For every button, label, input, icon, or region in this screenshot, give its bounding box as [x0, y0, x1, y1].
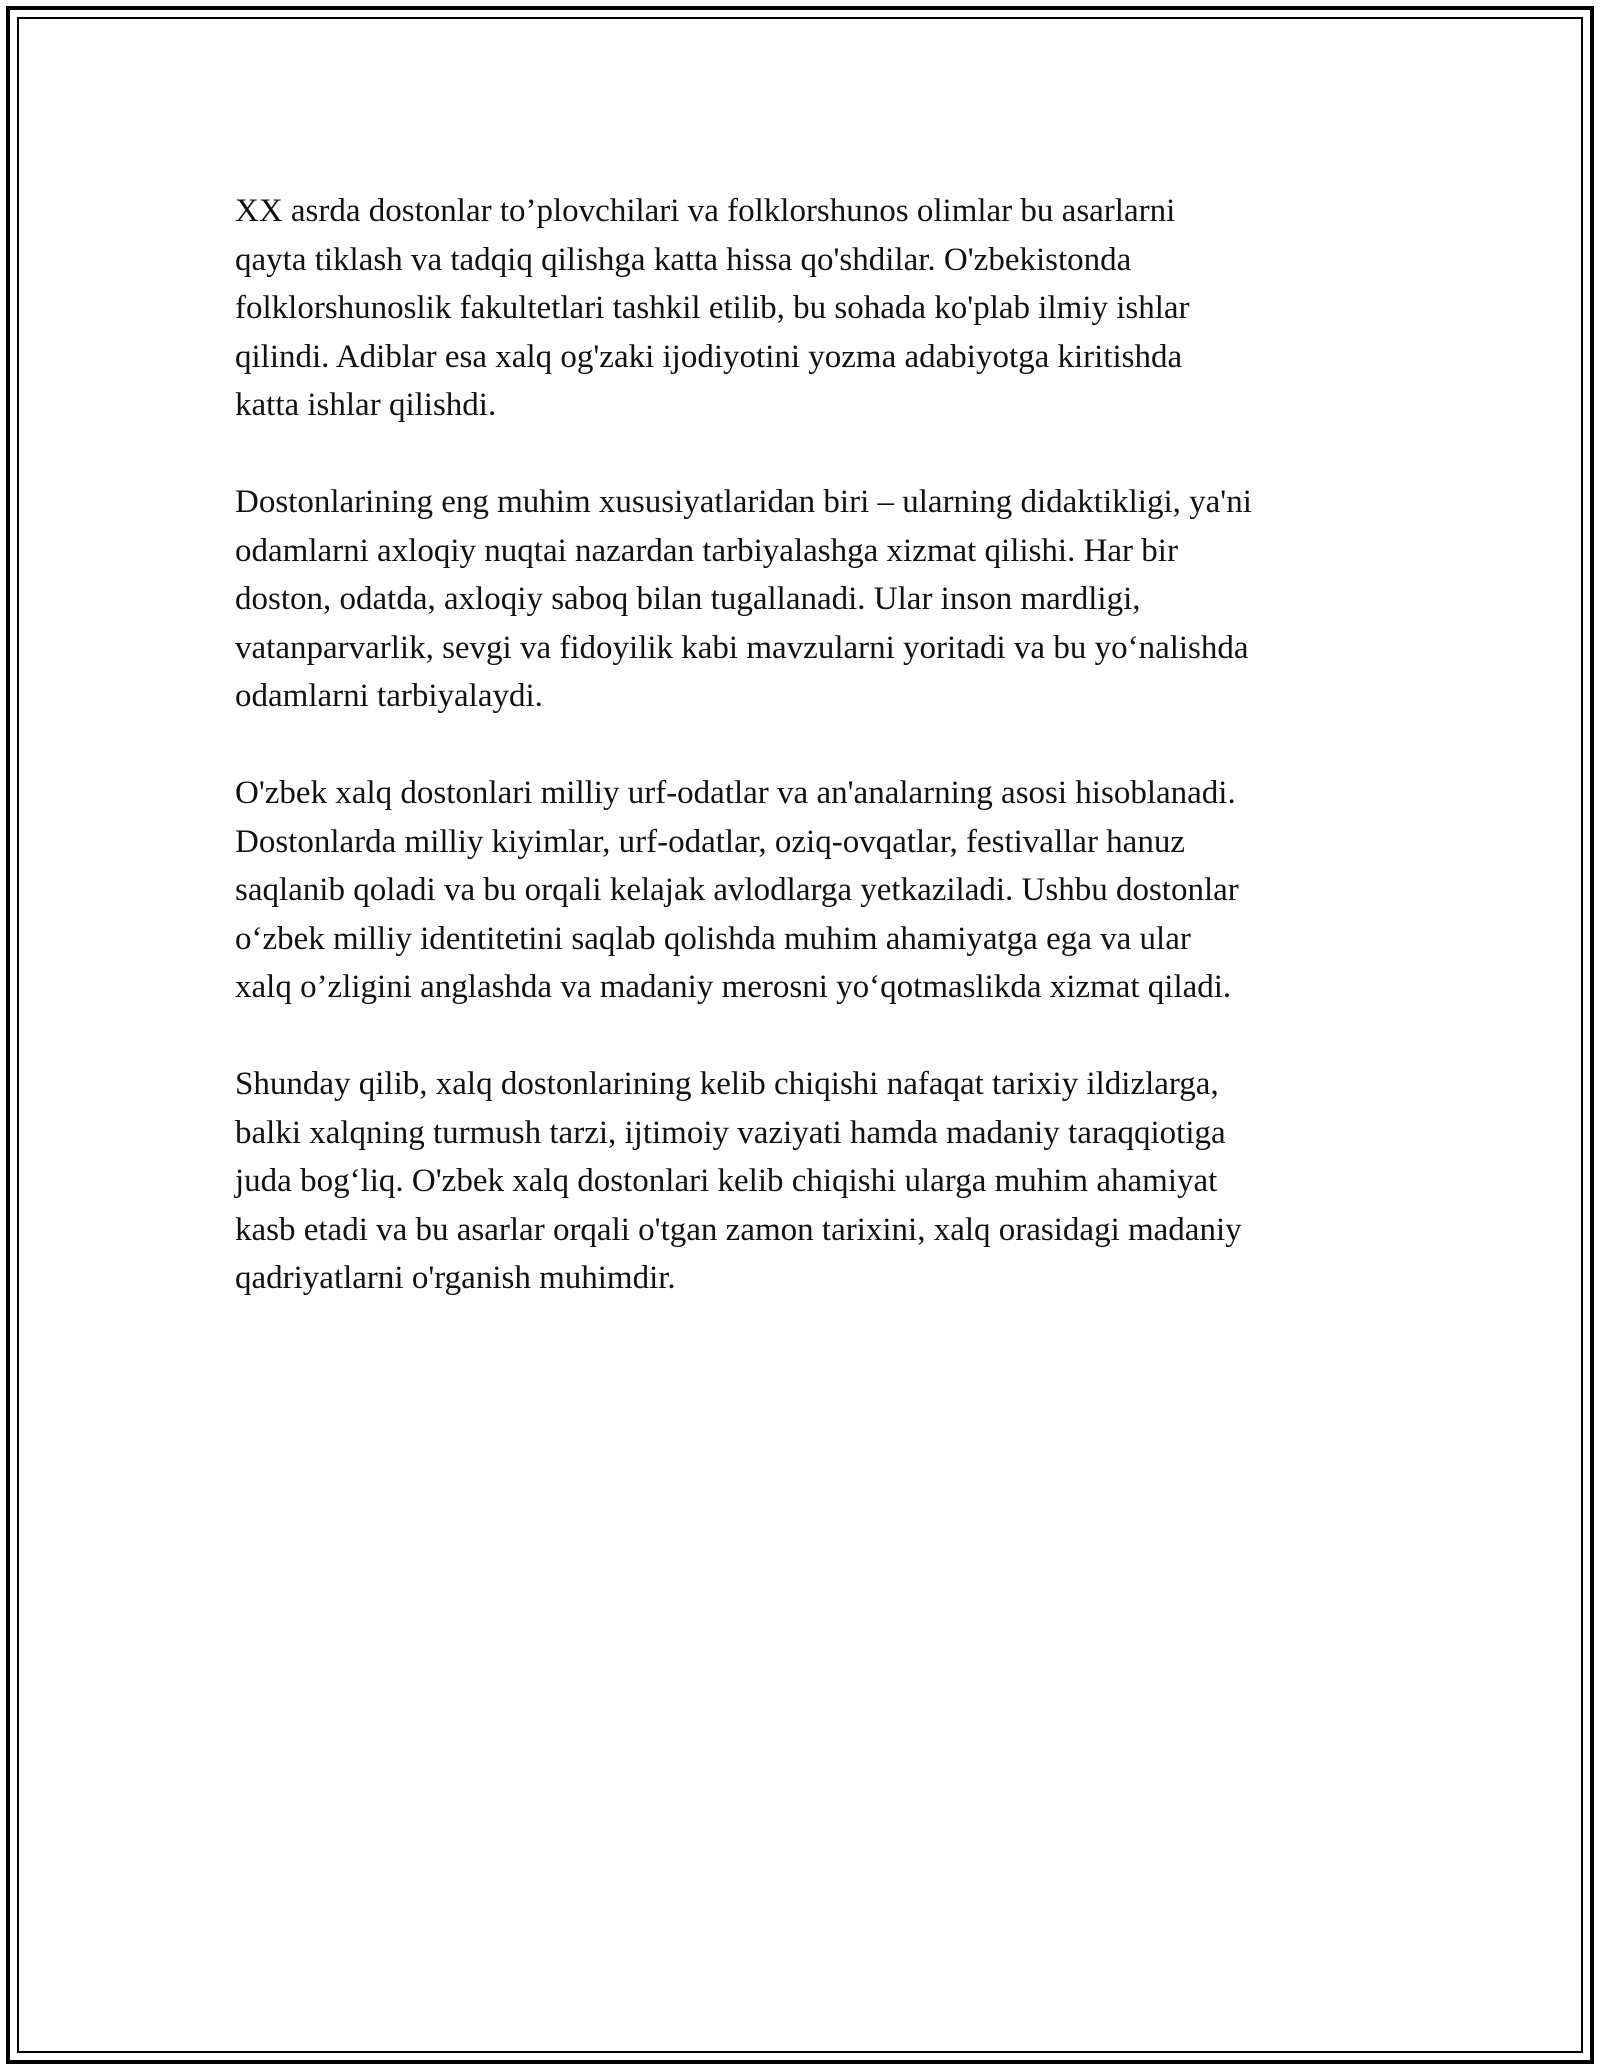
text-line: folklorshunoslik fakultetlari tashkil etilib, bu sohada ko'plab ilmiy ishlar [235, 290, 1190, 326]
text-line: xalq o’zligini anglashda va madaniy merosni yo‘qotmaslikda xizmat qiladi. [235, 969, 1232, 1005]
document-body [235, 187, 1385, 1351]
text-line: doston, odatda, axloqiy saboq bilan tugallanadi. Ular inson mardligi, [235, 581, 1141, 617]
paragraph-4 [235, 1060, 1385, 1303]
text-line: vatanparvarlik, sevgi va fidoyilik kabi mavzularni yoritadi va bu yo‘nalishda [235, 629, 1249, 666]
text-line: qayta tiklash va tadqiq qilishga katta hissa qo'shdilar. O'zbekistonda [235, 241, 1132, 278]
text-line: katta ishlar qilishdi. [235, 387, 497, 423]
text-line: odamlarni axloqiy nuqtai nazardan tarbiyalashga xizmat qilishi. Har bir [235, 532, 1178, 569]
paragraph-2 [235, 478, 1385, 721]
text-line: juda bog‘liq. O'zbek xalq dostonlari kelib chiqishi ularga muhim ahamiyat [235, 1163, 1218, 1199]
text-line: o‘zbek milliy identitetini saqlab qolishda muhim ahamiyatga ega va ular [235, 920, 1191, 957]
text-line: saqlanib qoladi va bu orqali kelajak avlodlarga yetkaziladi. Ushbu dostonlar [235, 872, 1239, 908]
text-line: Shunday qilib, xalq dostonlarining kelib chiqishi nafaqat tarixiy ildizlarga, [235, 1066, 1219, 1102]
text-line: kasb etadi va bu asarlar orqali o'tgan zamon tarixini, xalq orasidagi madaniy [235, 1211, 1242, 1248]
paragraph-1 [235, 187, 1385, 430]
text-line: qilindi. Adiblar esa xalq og'zaki ijodiyotini yozma adabiyotga kiritishda [235, 338, 1183, 375]
text-line: balki xalqning turmush tarzi, ijtimoiy vaziyati hamda madaniy taraqqiotiga [235, 1114, 1226, 1151]
text-line: qadriyatlarni o'rganish muhimdir. [235, 1260, 676, 1296]
text-line: Dostonlarda milliy kiyimlar, urf-odatlar, oziq-ovqatlar, festivallar hanuz [235, 823, 1185, 860]
text-line: XX asrda dostonlar to’plovchilari va folklorshunos olimlar bu asarlarni [235, 193, 1176, 229]
paragraph-3 [235, 769, 1385, 1012]
text-line: odamlarni tarbiyalaydi. [235, 678, 543, 714]
text-line: O'zbek xalq dostonlari milliy urf-odatlar va an'analarning asosi hisoblanadi. [235, 775, 1236, 811]
text-line: Dostonlarining eng muhim xususiyatlaridan biri – ularning didaktikligi, ya'ni [235, 484, 1252, 520]
